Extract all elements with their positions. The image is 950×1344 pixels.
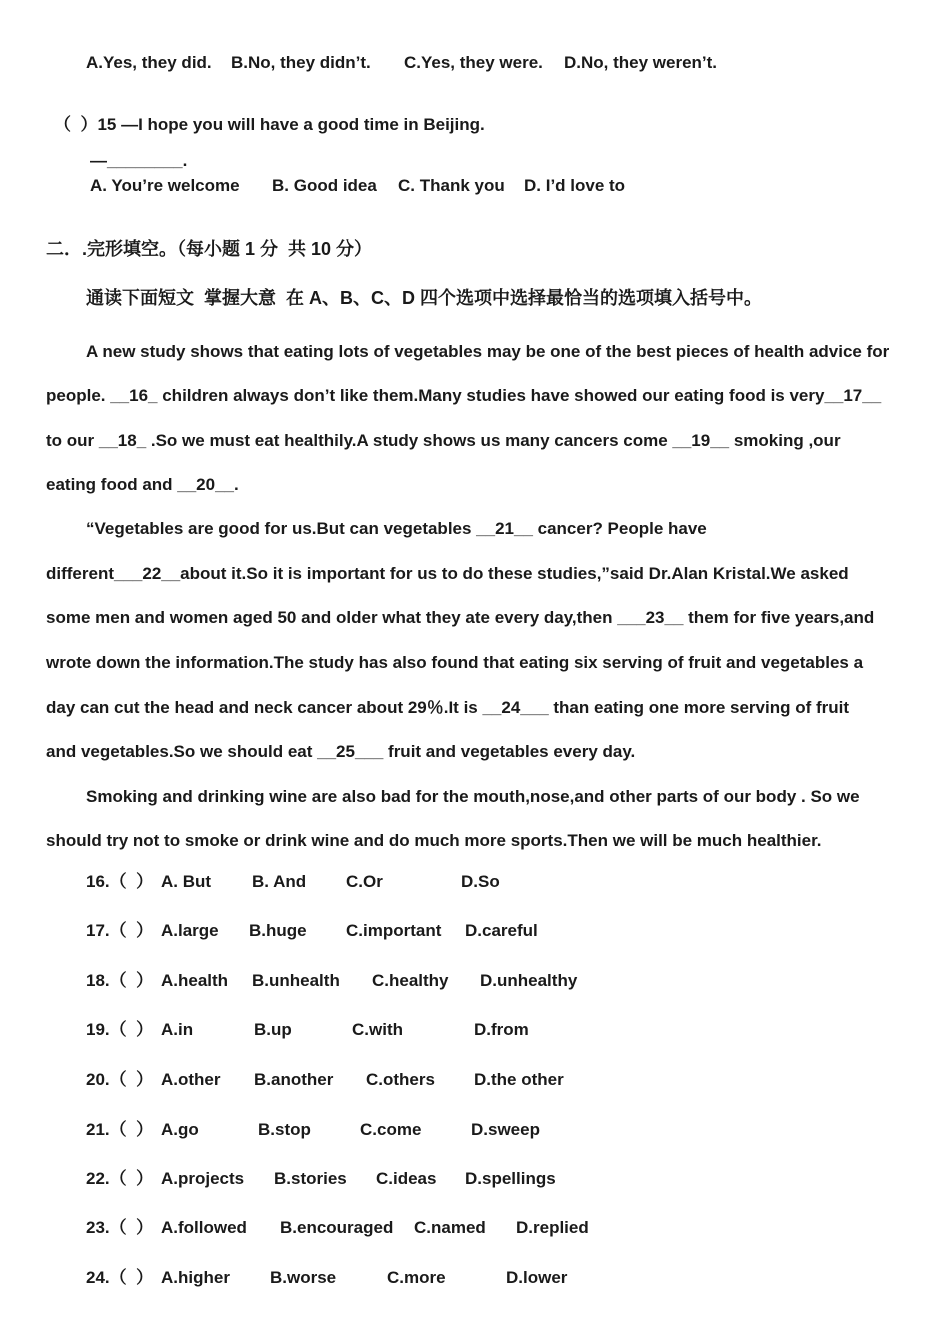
option-d: D.sweep: [471, 1120, 540, 1139]
option-d: D.lower: [506, 1268, 568, 1287]
option-a: A.in: [161, 1020, 194, 1039]
question-number: 24.（ ）: [86, 1268, 154, 1287]
option-b: B.stories: [274, 1169, 347, 1188]
q15-question: （ ）15 —I hope you will have a good time in Beijing.: [54, 115, 485, 134]
option-d: D.So: [461, 872, 500, 891]
q14-option-a: A.Yes, they did.: [86, 53, 212, 72]
option-c: C.Or: [346, 872, 383, 891]
passage-line: should try not to smoke or drink wine and do much more sports.Then we will be much healthier.: [46, 831, 822, 850]
passage-line: eating food and __20__.: [46, 475, 239, 494]
question-number: 17.（ ）: [86, 921, 154, 940]
option-d: D.unhealthy: [480, 971, 578, 990]
passage-line: A new study shows that eating lots of vegetables may be one of the best pieces of health advice for: [86, 342, 890, 361]
option-c: C.important: [346, 921, 442, 940]
q14-option-c: C.Yes, they were.: [404, 53, 543, 72]
passage-line: Smoking and drinking wine are also bad for the mouth,nose,and other parts of our body . So we: [86, 787, 860, 806]
option-a: A.health: [161, 971, 229, 990]
q15-option-a: A. You’re welcome: [90, 176, 240, 195]
question-number: 21.（ ）: [86, 1120, 154, 1139]
option-b: B. And: [252, 872, 307, 891]
option-a: A.followed: [161, 1218, 247, 1237]
option-d: D.the other: [474, 1070, 564, 1089]
option-d: D.careful: [465, 921, 538, 940]
option-c: C.healthy: [372, 971, 449, 990]
option-d: D.from: [474, 1020, 529, 1039]
option-a: A.projects: [161, 1169, 245, 1188]
section-instruction: 通读下面短文 掌握大意 在 A、B、C、D 四个选项中选择最恰当的选项填入括号中。: [86, 288, 762, 308]
question-number: 19.（ ）: [86, 1020, 154, 1039]
option-c: C.come: [360, 1120, 422, 1139]
passage-line: and vegetables.So we should eat __25___ fruit and vegetables every day.: [46, 742, 636, 761]
option-d: D.spellings: [465, 1169, 556, 1188]
option-a: A. But: [161, 872, 212, 891]
q14-option-b: B.No, they didn’t.: [231, 53, 371, 72]
q15-option-b: B. Good idea: [272, 176, 377, 195]
option-b: B.encouraged: [280, 1218, 394, 1237]
option-a: A.other: [161, 1070, 221, 1089]
option-c: C.named: [414, 1218, 486, 1237]
option-a: A.higher: [161, 1268, 230, 1287]
option-b: B.up: [254, 1020, 292, 1039]
question-number: 16.（ ）: [86, 872, 154, 891]
question-number: 22.（ ）: [86, 1169, 154, 1188]
option-a: A.go: [161, 1120, 199, 1139]
passage-line: “Vegetables are good for us.But can vegetables __21__ cancer? People have: [86, 519, 707, 538]
q14-option-d: D.No, they weren’t.: [564, 53, 718, 72]
option-c: C.ideas: [376, 1169, 437, 1188]
option-c: C.with: [352, 1020, 403, 1039]
option-c: C.others: [366, 1070, 435, 1089]
option-a: A.large: [161, 921, 219, 940]
passage-line: some men and women aged 50 and older what they ate every day,then ___23__ them for five years,and: [46, 608, 875, 627]
passage-line: day can cut the head and neck cancer about 29％.It is __24___ than eating one more serving of fruit: [46, 698, 850, 717]
q15-answer-blank: —________.: [90, 151, 188, 170]
question-number: 23.（ ）: [86, 1218, 154, 1237]
option-b: B.huge: [249, 921, 307, 940]
option-d: D.replied: [516, 1218, 589, 1237]
passage-line: to our __18_ .So we must eat healthily.A study shows us many cancers come __19__ smoking ,our: [46, 431, 841, 450]
option-b: B.stop: [258, 1120, 311, 1139]
question-number: 20.（ ）: [86, 1070, 154, 1089]
q15-option-c: C. Thank you: [398, 176, 505, 195]
option-b: B.another: [254, 1070, 334, 1089]
q15-option-d: D. I’d love to: [524, 176, 626, 195]
option-b: B.worse: [270, 1268, 337, 1287]
question-number: 18.（ ）: [86, 971, 154, 990]
passage-line: wrote down the information.The study has also found that eating six serving of fruit and vegetables a: [46, 653, 864, 672]
option-c: C.more: [387, 1268, 446, 1287]
option-b: B.unhealth: [252, 971, 340, 990]
section-title: 二．.完形填空。（每小题 1 分 共 10 分）: [46, 239, 373, 259]
passage-line: different___22__about it.So it is important for us to do these studies,”said Dr.Alan Kristal.We asked: [46, 564, 849, 583]
passage-line: people. __16_ children always don’t like them.Many studies have showed our eating food is very__17__: [46, 386, 882, 405]
